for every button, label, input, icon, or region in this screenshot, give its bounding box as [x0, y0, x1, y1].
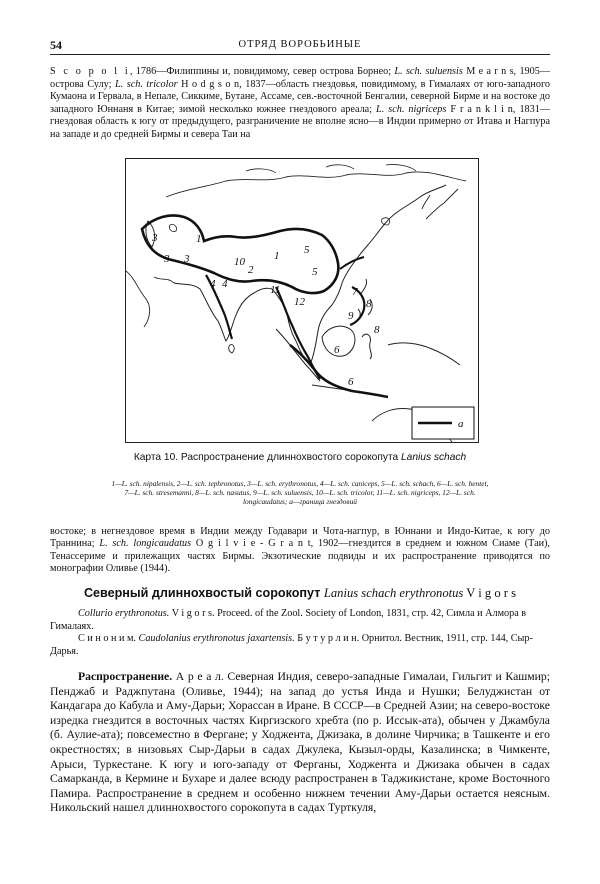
- synonym-text: Proceed. of the Zool. Society of London, 1831, стр. 42, Симла и Алмора в Гималаях.: [50, 608, 527, 632]
- middle-paragraph: [50, 526, 550, 576]
- arctic-islands: [246, 164, 416, 173]
- region-label: 3: [184, 253, 190, 265]
- celebes: [362, 334, 371, 359]
- text-run: , 1831—гнездовая область к югу от предыдущего, разграничение не вполне ясно—в Индии примерно от Итава и Нагпура на западе и до средней Бирмы и севера Таи на: [50, 103, 551, 140]
- region-label: 8: [374, 324, 380, 336]
- region-label: 3: [152, 232, 158, 244]
- region-label: 3: [164, 253, 170, 265]
- japan-korea: [422, 189, 458, 219]
- region-label: 9: [348, 310, 354, 322]
- text-run: , 1902—гнездится в среднем и южном Сиаме (Таи), Тенассериме и прилежащих частях Бирмы. Экзотические подвиды и их распространение приводятся по монографии Оливье (1944).: [50, 538, 550, 575]
- section-latin-name: Lanius schach erythronotus: [323, 586, 464, 600]
- section-title-text: Северный длиннохвостый сорокопут: [83, 586, 324, 600]
- range-text: Северная Индия, северо-западные Гималаи, Гильгит и Кашмир; Пенджаб и Раджпутана (Оливье, 1944); на запад до устья Инда и Нушки; Белуджистан от Кандагара до Кабула и Аму-Дарьи; Хорассан в Иране. В СССР—в Средней Азии; на северо-востоке изредка гнездится в восточных частях Киргизского хребта (по р. Иссык-ата), обычен у Джамбула (б. Аулие-ата); повсеместно в Фергане; у Ходжента, Джизака, в долине Чирчика; в Ташкенте и его окрестностях; в низовьях Сыр-Дарьи в садах Джулека, Кызыл-орды, Казалинска; в Чимкенте, Арыси, Туркестане. К югу и юго-западу от Ферганы, Ходжента и Джизака обычен в садах Самарканда, в Кермине и Бухаре и далее всюду распространен в Таджикистане, кроме Восточного Памира. Распространение в среднем и особенно нижнем течении Аму-Дарьи остается неясным. Никольский нашел длиннохвостого сорокопута в садах Турткуля,: [50, 670, 551, 815]
- author-hodgson: H o d g s o n: [177, 78, 240, 90]
- range-paragraph: [50, 670, 550, 816]
- range-areal-label: А р е а л.: [172, 670, 224, 683]
- region-label: 4: [222, 278, 228, 290]
- synonym-latin: Caudolanius erythronotus jaxartensis.: [135, 633, 295, 645]
- region-label: 8: [366, 298, 372, 310]
- new-guinea: [388, 343, 460, 365]
- taxon-tricolor: L. sch. tricolor: [114, 78, 178, 90]
- text-run: востоке; в негнездовое время в Индии между Годавари и Чота-нагпур, в Юннани и Индо-Китае, к югу до Траннина;: [50, 526, 550, 550]
- caption-text: Карта 10. Распространение длиннохвостого сорокопута: [133, 452, 402, 463]
- region-label: 4: [210, 278, 216, 290]
- region-label: 1: [274, 250, 280, 262]
- map-caption: [110, 452, 490, 464]
- section-title: [50, 586, 550, 601]
- coast-arabia: [126, 271, 174, 327]
- aral-sea: [169, 224, 176, 231]
- taxon-suluensis: L. sch. suluensis: [394, 66, 463, 77]
- author-mearns: M e a r n s: [466, 66, 514, 77]
- region-label: 7: [352, 286, 358, 298]
- page-number: 54: [50, 38, 62, 52]
- region-label: 10: [234, 256, 245, 268]
- region-label: 2: [248, 264, 254, 276]
- legend-key-label: a: [458, 418, 464, 430]
- synonym-text: Орнитол. Вестник, 1911, стр. 144, Сыр-Дарья.: [50, 633, 533, 657]
- taxon-longicaudatus: L. sch. longicaudatus: [99, 538, 192, 550]
- map-drawing: [126, 159, 478, 442]
- text-run: , 1905—острова Сулу;: [50, 66, 551, 90]
- text-run: , 1837—область гнездовья, повидимому, в Гималаях от юго-западного Кумаона и Гервала, в Непале, Сиккиме, Бутане, Ассаме, сев.-восточной Бенгалии, северной Бирме и на востоке до западного Юннаня в Китае; зимой несколько южнее гнездового ареала;: [50, 78, 550, 115]
- author-franklin: F r a n k l i n: [446, 103, 513, 115]
- synonyms-block: [50, 608, 550, 658]
- coastline-north: [166, 172, 466, 197]
- region-label: 5: [312, 266, 318, 278]
- synonym-latin: Collurio erythronotus.: [78, 608, 170, 619]
- region-label: 1: [196, 233, 202, 245]
- ceylon: [229, 345, 234, 353]
- text-run: , 1786—Филиппины и, повидимому, север острова Борнео;: [129, 66, 395, 77]
- region-label: 12: [294, 296, 305, 308]
- caption-species: Lanius schach: [401, 452, 467, 463]
- region-label: 11: [270, 284, 281, 296]
- taiwan: [381, 218, 389, 225]
- region-label: 5: [304, 244, 310, 256]
- synonym-entry: [50, 633, 550, 658]
- range-boundary-china: [340, 257, 364, 269]
- synonym-entry: [50, 608, 550, 633]
- author-scopoli: S c o p o l i: [50, 66, 130, 77]
- range-heading: Распространение.: [78, 670, 173, 683]
- synonym-label: С и н о н и м.: [78, 633, 136, 645]
- distribution-map: [125, 158, 479, 443]
- region-label: 6: [334, 344, 340, 356]
- taxon-nigriceps: L. sch. nigriceps: [376, 103, 447, 115]
- synonym-author: Б у т у р л и н.: [294, 633, 360, 645]
- map-legend-text: 1—L. sch. nipalensis, 2—L. sch. tephronotus, 3—L. sch. erythronotus, 4—L. sch. caniceps, 5—L. sch. schach, 6—L. sch. bentet, 7—L. sch. stresemanni, 8—L. sch. nasutus, 9—L. sch. suluensis, 10—L. sch. tricolor, 11—L. sch. nigriceps, 12—L. sch. longicaudatus; a—граница гнездовий: [111, 479, 489, 506]
- region-label: 6: [348, 376, 354, 388]
- top-paragraph: [50, 66, 550, 142]
- synonym-author: V i g o r s.: [169, 608, 215, 619]
- running-head: ОТРЯД ВОРОБЬИНЫЕ: [238, 39, 362, 50]
- coast-china: [358, 185, 446, 257]
- section-author: V i g o r s: [463, 586, 517, 600]
- author-ogilvie-grant: O g i l v i e - G r a n t: [191, 538, 311, 550]
- page-header: [50, 38, 550, 55]
